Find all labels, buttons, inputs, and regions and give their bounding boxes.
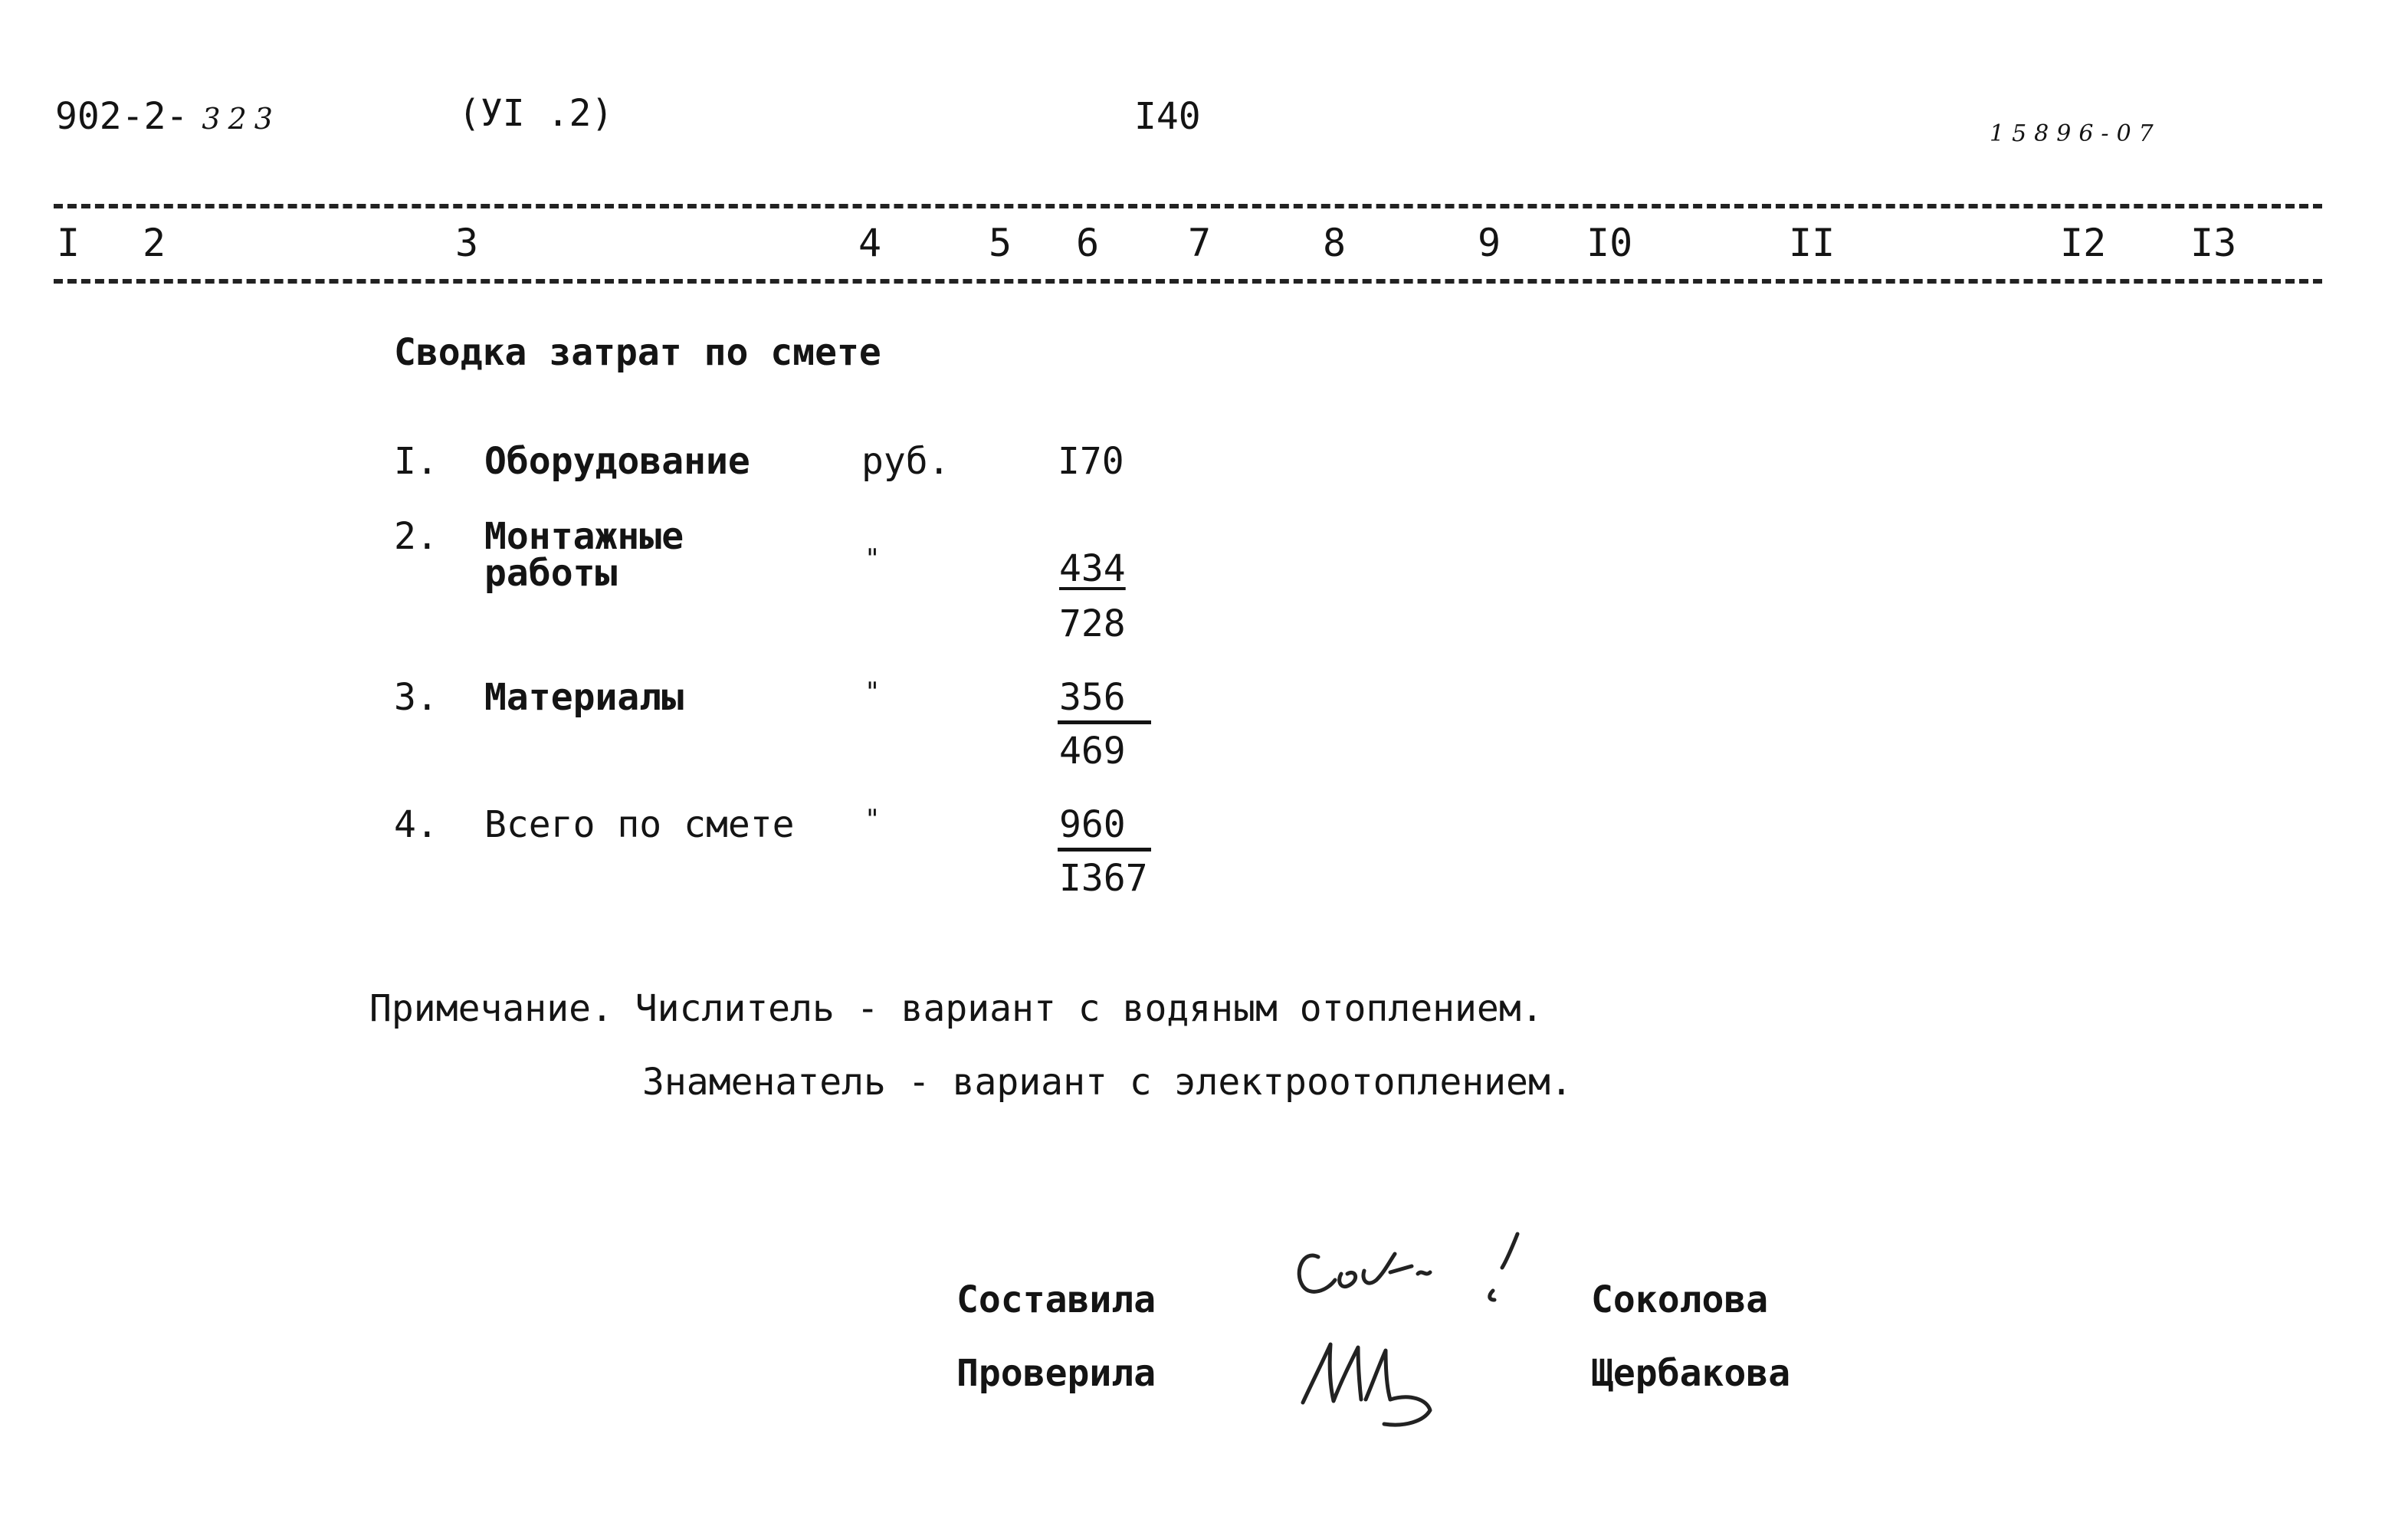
inventory-number-handwritten: 15896-07 — [1990, 120, 2161, 147]
item-name: Материалы — [484, 676, 684, 719]
item-number: 2. — [394, 515, 438, 558]
ditto-mark: " — [864, 543, 881, 574]
ditto-mark: " — [864, 804, 881, 835]
fraction-bar — [1058, 848, 1151, 852]
column-number: 4 — [858, 221, 882, 265]
item-name-line2: работы — [484, 552, 618, 595]
value-denominator: 469 — [1059, 730, 1126, 773]
item-name: Всего по смете — [484, 803, 795, 846]
column-number: 7 — [1188, 221, 1212, 265]
value-numerator: 960 — [1059, 803, 1126, 846]
checked-by-label: Проверила — [956, 1352, 1156, 1395]
column-number: 8 — [1323, 221, 1347, 265]
volume-label: (УI .2) — [458, 92, 614, 135]
value-numerator: 356 — [1059, 676, 1126, 719]
column-number: 3 — [455, 221, 479, 265]
item-value: I70 — [1058, 440, 1124, 483]
value-denominator: I367 — [1059, 857, 1148, 900]
signature-compiled — [1288, 1226, 1533, 1334]
column-number: II — [1789, 221, 1836, 265]
item-name-line1: Монтажные — [484, 515, 684, 558]
page-number: I40 — [1134, 95, 1201, 138]
signature-checked — [1295, 1334, 1464, 1433]
checked-by-name: Щербакова — [1591, 1352, 1791, 1395]
bottom-dashed-rule — [54, 279, 2322, 284]
value-numerator: 434 — [1059, 547, 1126, 590]
fraction-bar — [1058, 720, 1151, 724]
compiled-by-name: Соколова — [1591, 1278, 1769, 1321]
item-name: Оборудование — [484, 440, 750, 483]
summary-title: Сводка затрат по смете — [394, 331, 881, 374]
top-dashed-rule — [54, 204, 2322, 208]
note-line-1: Примечание. Числитель - вариант с водяным отоплением. — [369, 987, 1544, 1030]
compiled-by-label: Составила — [956, 1278, 1156, 1321]
ditto-mark: " — [864, 677, 881, 707]
column-number: I — [57, 221, 80, 265]
column-number: 6 — [1076, 221, 1100, 265]
item-number: 4. — [394, 803, 438, 846]
value-denominator: 728 — [1059, 602, 1126, 645]
column-number: 5 — [989, 221, 1012, 265]
column-number: I2 — [2060, 221, 2107, 265]
series-printed: 902-2- — [55, 95, 189, 138]
series-handwritten: 323 — [202, 102, 280, 136]
column-number: 2 — [143, 221, 166, 265]
note-line-2: Знаменатель - вариант с электроотоплением. — [642, 1061, 1573, 1104]
column-number: 9 — [1478, 221, 1501, 265]
item-number: I. — [394, 440, 438, 483]
column-number: I3 — [2190, 221, 2237, 265]
column-number: I0 — [1586, 221, 1633, 265]
item-number: 3. — [394, 676, 438, 719]
series-code — [55, 95, 280, 138]
item-unit: руб. — [861, 440, 950, 483]
